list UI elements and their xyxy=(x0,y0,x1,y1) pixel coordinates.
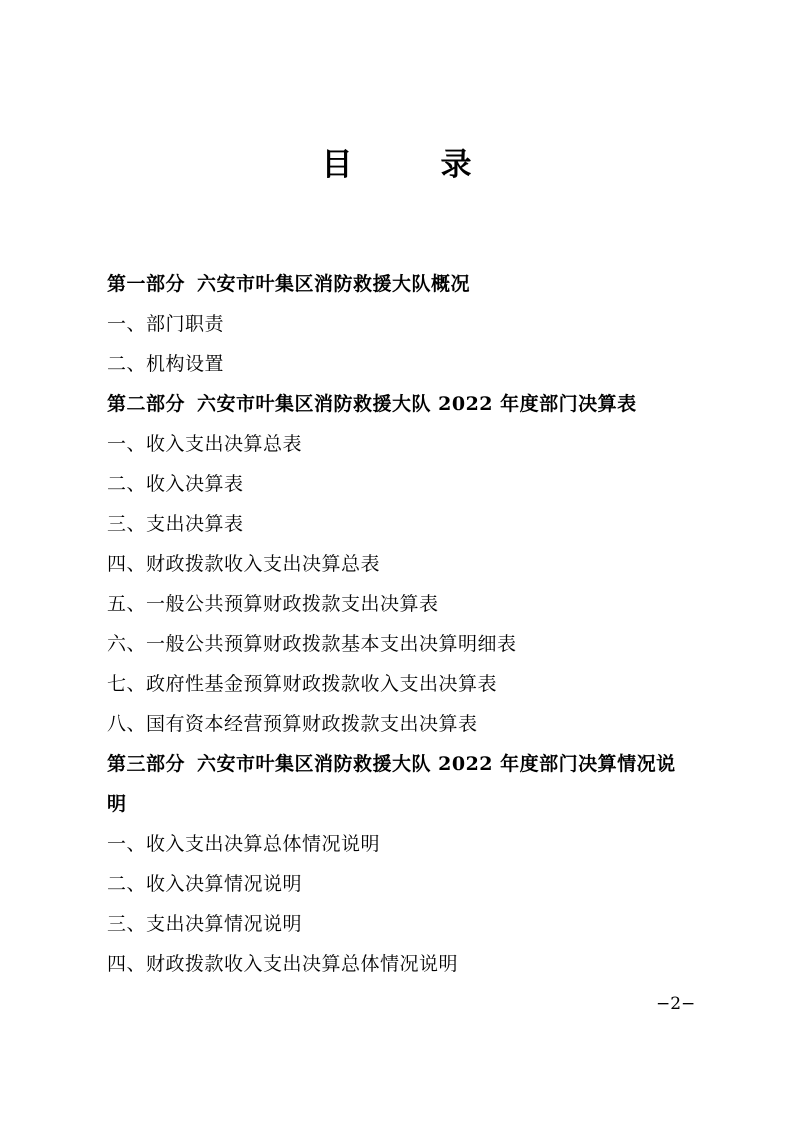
part-2-label: 第二部分 xyxy=(107,393,186,415)
part-2-text: 六安市叶集区消防救援大队 2022 年度部门决算表 xyxy=(197,393,637,415)
toc-item[interactable]: 一、收入支出决算总表 xyxy=(107,433,303,455)
part-3-label: 第三部分 xyxy=(107,753,186,775)
toc-part-2[interactable] xyxy=(107,384,707,424)
title-char-1: 目 xyxy=(321,147,353,183)
toc-item[interactable]: 一、部门职责 xyxy=(107,313,225,335)
toc-item[interactable]: 六、一般公共预算财政拨款基本支出决算明细表 xyxy=(107,633,517,655)
toc-part-3-continued[interactable]: 明 xyxy=(107,793,127,815)
toc-item[interactable]: 二、收入决算情况说明 xyxy=(107,873,303,895)
page-title xyxy=(0,140,793,190)
part-3-text: 六安市叶集区消防救援大队 2022 年度部门决算情况说 xyxy=(197,753,676,775)
toc-item[interactable]: 二、机构设置 xyxy=(107,353,225,375)
part-1-label: 第一部分 xyxy=(107,273,186,295)
table-of-contents xyxy=(107,264,707,984)
toc-item[interactable]: 三、支出决算情况说明 xyxy=(107,913,303,935)
toc-part-3[interactable] xyxy=(107,744,707,784)
toc-item[interactable]: 二、收入决算表 xyxy=(107,473,244,495)
toc-part-1[interactable] xyxy=(107,264,707,304)
toc-item[interactable]: 一、收入支出决算总体情况说明 xyxy=(107,833,381,855)
title-char-2: 录 xyxy=(440,147,472,183)
toc-item[interactable]: 八、国有资本经营预算财政拨款支出决算表 xyxy=(107,713,478,735)
toc-item[interactable]: 四、财政拨款收入支出决算总体情况说明 xyxy=(107,953,459,975)
page-number: −2− xyxy=(656,994,696,1014)
toc-item[interactable]: 七、政府性基金预算财政拨款收入支出决算表 xyxy=(107,673,498,695)
part-1-text: 六安市叶集区消防救援大队概况 xyxy=(197,273,471,295)
toc-item[interactable]: 三、支出决算表 xyxy=(107,513,244,535)
toc-item[interactable]: 四、财政拨款收入支出决算总表 xyxy=(107,553,381,575)
toc-item[interactable]: 五、一般公共预算财政拨款支出决算表 xyxy=(107,593,439,615)
